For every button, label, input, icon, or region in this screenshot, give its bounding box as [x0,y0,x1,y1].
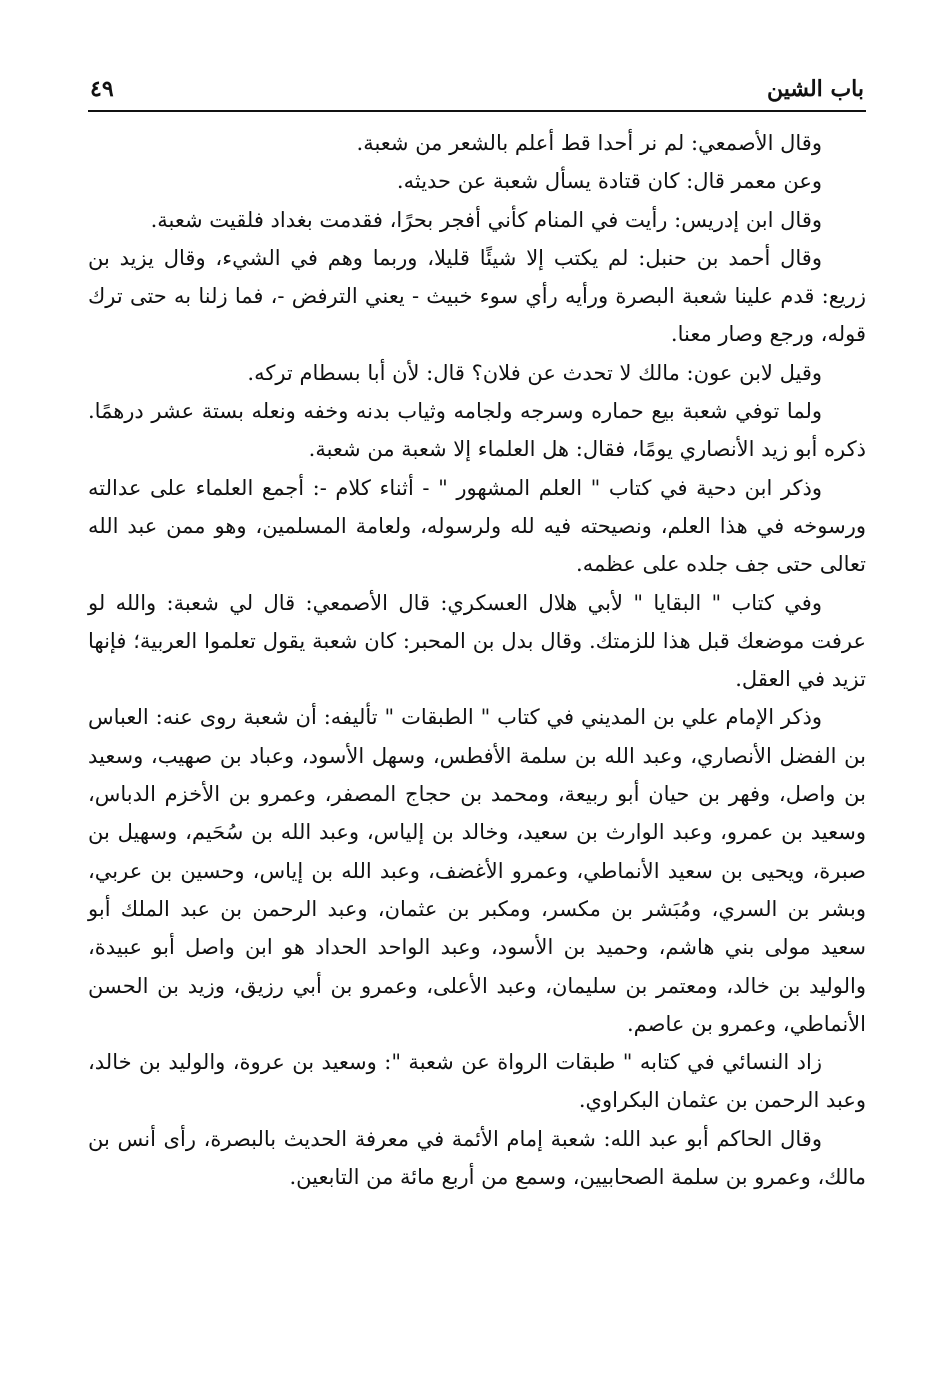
paragraph: زاد النسائي في كتابه " طبقات الرواة عن شعبة ": وسعيد بن عروة، والوليد بن خالد، وعبد الرحمن بن عثمان البكراوي. [88,1050,866,1113]
paragraph: وقال الحاكم أبو عبد الله: شعبة إمام الأئمة في معرفة الحديث بالبصرة، رأى أنس بن مالك، وعمرو بن سلمة الصحابيين، وسمع من أربع مائة من التابعين. [88,1126,866,1190]
paragraph: وقال ابن إدريس: رأيت في المنام كأني أفجر بحرًا، فقدمت بغداد فلقيت شعبة. [150,207,822,232]
paragraph: ولما توفي شعبة بيع حماره وسرجه ولجامه وثياب بدنه وخفه ونعله بستة عشر درهمًا. ذكره أبو زيد الأنصاري يومًا، فقال: هل العلماء إلا شعبة من شعبة. [88,399,866,462]
book-page [88,62,866,1196]
paragraph: وفي كتاب " البقايا " لأبي هلال العسكري: قال الأصمعي: قال لي شعبة: والله لو عرفت موضعك قبل هذا للزمتك. وقال بدل بن المحبر: كان شعبة يقول تعلموا العربية؛ فإنها تزيد في العقل. [88,590,866,692]
paragraph: وقيل لابن عون: مالك لا تحدث عن فلان؟ قال: لأن أبا بسطام تركه. [247,360,822,385]
paragraph: وقال الأصمعي: لم نر أحدا قط أعلم بالشعر من شعبة. [356,131,822,155]
page-number: ٤٩ [90,76,114,102]
chapter-title: باب الشين [766,76,864,102]
paragraph: وذكر الإمام علي بن المديني في كتاب " الطبقات " تأليفه: أن شعبة روى عنه: العباس بن الفضل الأنصاري، وعبد الله بن سلمة الأفطس، وسهل الأسود، وعباد بن صهيب، وسعيد بن واصل، وفهر بن حيان أبو ربيعة، ومحمد بن حجاج المصفر، وعمرو بن الأخزم الدباس، وسعيد بن عمرو، وعبد الوارث بن سعيد، وخالد بن إلياس، وعبد الله بن سُحَيم، وسهيل بن صبرة، ويحيى بن سعيد الأنماطي، وعمرو الأغضف، وعبد الله بن إياس، وحسين بن عربي، وبشر بن السري، ومُبَشر بن مكسر، ومكبر بن عثمان، وعبد الرحمن بن عبد الملك أبو سعيد مولى بني هاشم، وحميد بن الأسود، وعبد الواحد الحداد هو ابن واصل أبو عبيدة، والوليد بن خالد، ومعتمر بن سليمان، وعبد الأعلى، وعمرو بن أبي رزيق، وزيد بن الحسن الأنماطي، وعمرو بن عاصم. [88,705,866,1036]
paragraph: وعن معمر قال: كان قتادة يسأل شعبة عن حديثه. [396,169,822,194]
paragraph: وقال أحمد بن حنبل: لم يكتب إلا شيئًا قليلا، وربما وهم في الشيء، وقال يزيد بن زريع: قدم علينا شعبة البصرة ورأيه رأي سوء خبيث - يعني الترفض -، فما زلنا به حتى ترك قوله، ورجع وصار معنا. [88,245,866,347]
page-header [88,62,866,112]
page-body [88,112,866,1196]
paragraph: وذكر ابن دحية في كتاب " العلم المشهور " - أثناء كلام -: أجمع العلماء على عدالته ورسوخه في هذا العلم، ونصيحته فيه لله ولرسوله، ولعامة المسلمين، وهو ممن عبد الله تعالى حتى جف جلده على عظمه. [88,475,866,577]
